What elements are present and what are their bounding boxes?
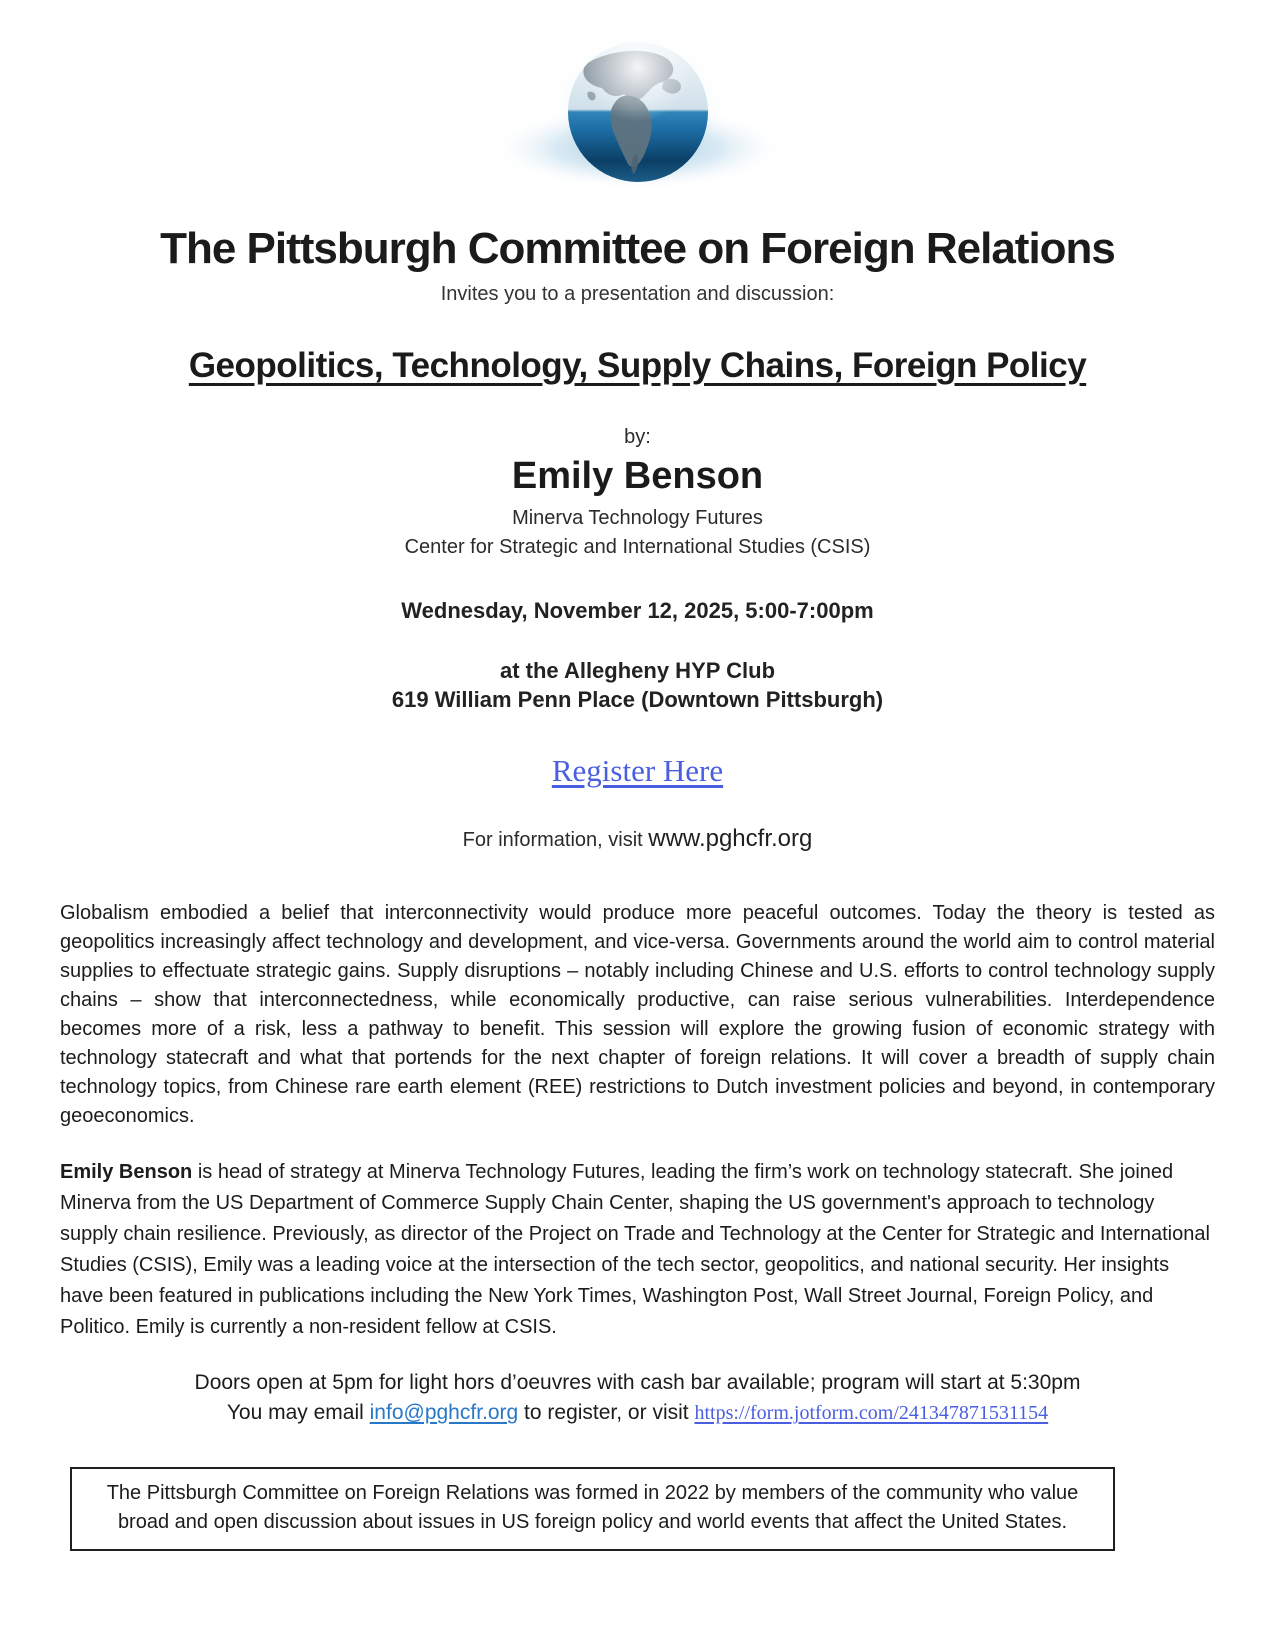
email-mid: to register, or visit	[518, 1400, 695, 1424]
register-here-link[interactable]: Register Here	[551, 752, 724, 788]
jotform-registration-link[interactable]: https://form.jotform.com/241347871531154	[694, 1401, 1049, 1424]
info-line	[60, 825, 1215, 853]
venue-name: at the Allegheny HYP Club	[499, 657, 776, 683]
by-label: by:	[624, 425, 651, 448]
info-prefix: For information, visit	[462, 828, 649, 851]
speaker-bio-paragraph	[60, 1157, 1215, 1343]
speaker-org-2: Center for Strategic and International Studies (CSIS)	[404, 535, 871, 558]
event-datetime: Wednesday, November 12, 2025, 5:00-7:00pm	[401, 597, 874, 623]
speaker-name: Emily Benson	[511, 454, 764, 497]
info-website: www.pghcfr.org	[648, 824, 813, 852]
session-description-paragraph: Globalism embodied a belief that interconnectivity would produce more peaceful outcomes. Today the theory is tested as geopolitics increasingly affect technology and development, and vice-versa. Governments around the world aim to control material supplies to effectuate strategic gains. Supply disruptions – notably including Chinese and U.S. efforts to control technology supply chains – show that interconnectedness, while economically productive, can raise serious vulnerabilities. Interdependence becomes more of a risk, less a pathway to benefit. This session will explore the growing fusion of economic strategy with technology statecraft and what that portends for the next chapter of foreign relations. It will cover a breadth of supply chain technology topics, from Chinese rare earth element (REE) restrictions to Dutch investment policies and beyond, in contemporary geoeconomics.	[60, 901, 1215, 1127]
doors-open-line: Doors open at 5pm for light hors d’oeuvres with cash bar available; program will start at 5:30pm	[194, 1370, 1081, 1394]
email-prefix: You may email	[226, 1400, 370, 1424]
venue-address: 619 William Penn Place (Downtown Pittsburgh)	[391, 687, 884, 713]
about-committee-text: The Pittsburgh Committee on Foreign Relations was formed in 2022 by members of the community who value broad and open discussion about issues in US foreign policy and world events that affect the United States.	[106, 1481, 1079, 1533]
speaker-bio-text: is head of strategy at Minerva Technology Futures, leading the firm’s work on technology statecraft. She joined Minerva from the US Department of Commerce Supply Chain Center, shaping the US government's approach to technology supply chain resilience. Previously, as director of the Project on Trade and Technology at the Center for Strategic and International Studies (CSIS), Emily was a leading voice at the intersection of the tech sector, geopolitics, and national security. Her insights have been featured in publications including the New York Times, Washington Post, Wall Street Journal, Foreign Policy, and Politico. Emily is currently a non-resident fellow at CSIS.	[60, 1160, 1210, 1338]
speaker-bio-name: Emily Benson	[60, 1160, 193, 1183]
invitation-subtitle: Invites you to a presentation and discussion:	[440, 282, 835, 305]
about-committee-box	[70, 1467, 1115, 1551]
page-title: The Pittsburgh Committee on Foreign Relations	[160, 224, 1115, 273]
registration-line	[60, 1401, 1215, 1425]
speaker-affiliations	[60, 504, 1215, 562]
register-line	[60, 753, 1215, 789]
event-topic-title: Geopolitics, Technology, Supply Chains, Foreign Policy	[188, 345, 1087, 385]
event-venue	[60, 656, 1215, 715]
speaker-org-1: Minerva Technology Futures	[512, 506, 763, 529]
globe-logo	[60, 36, 1215, 194]
globe-icon	[478, 36, 798, 194]
registration-email-link[interactable]: info@pghcfr.org	[369, 1400, 519, 1424]
